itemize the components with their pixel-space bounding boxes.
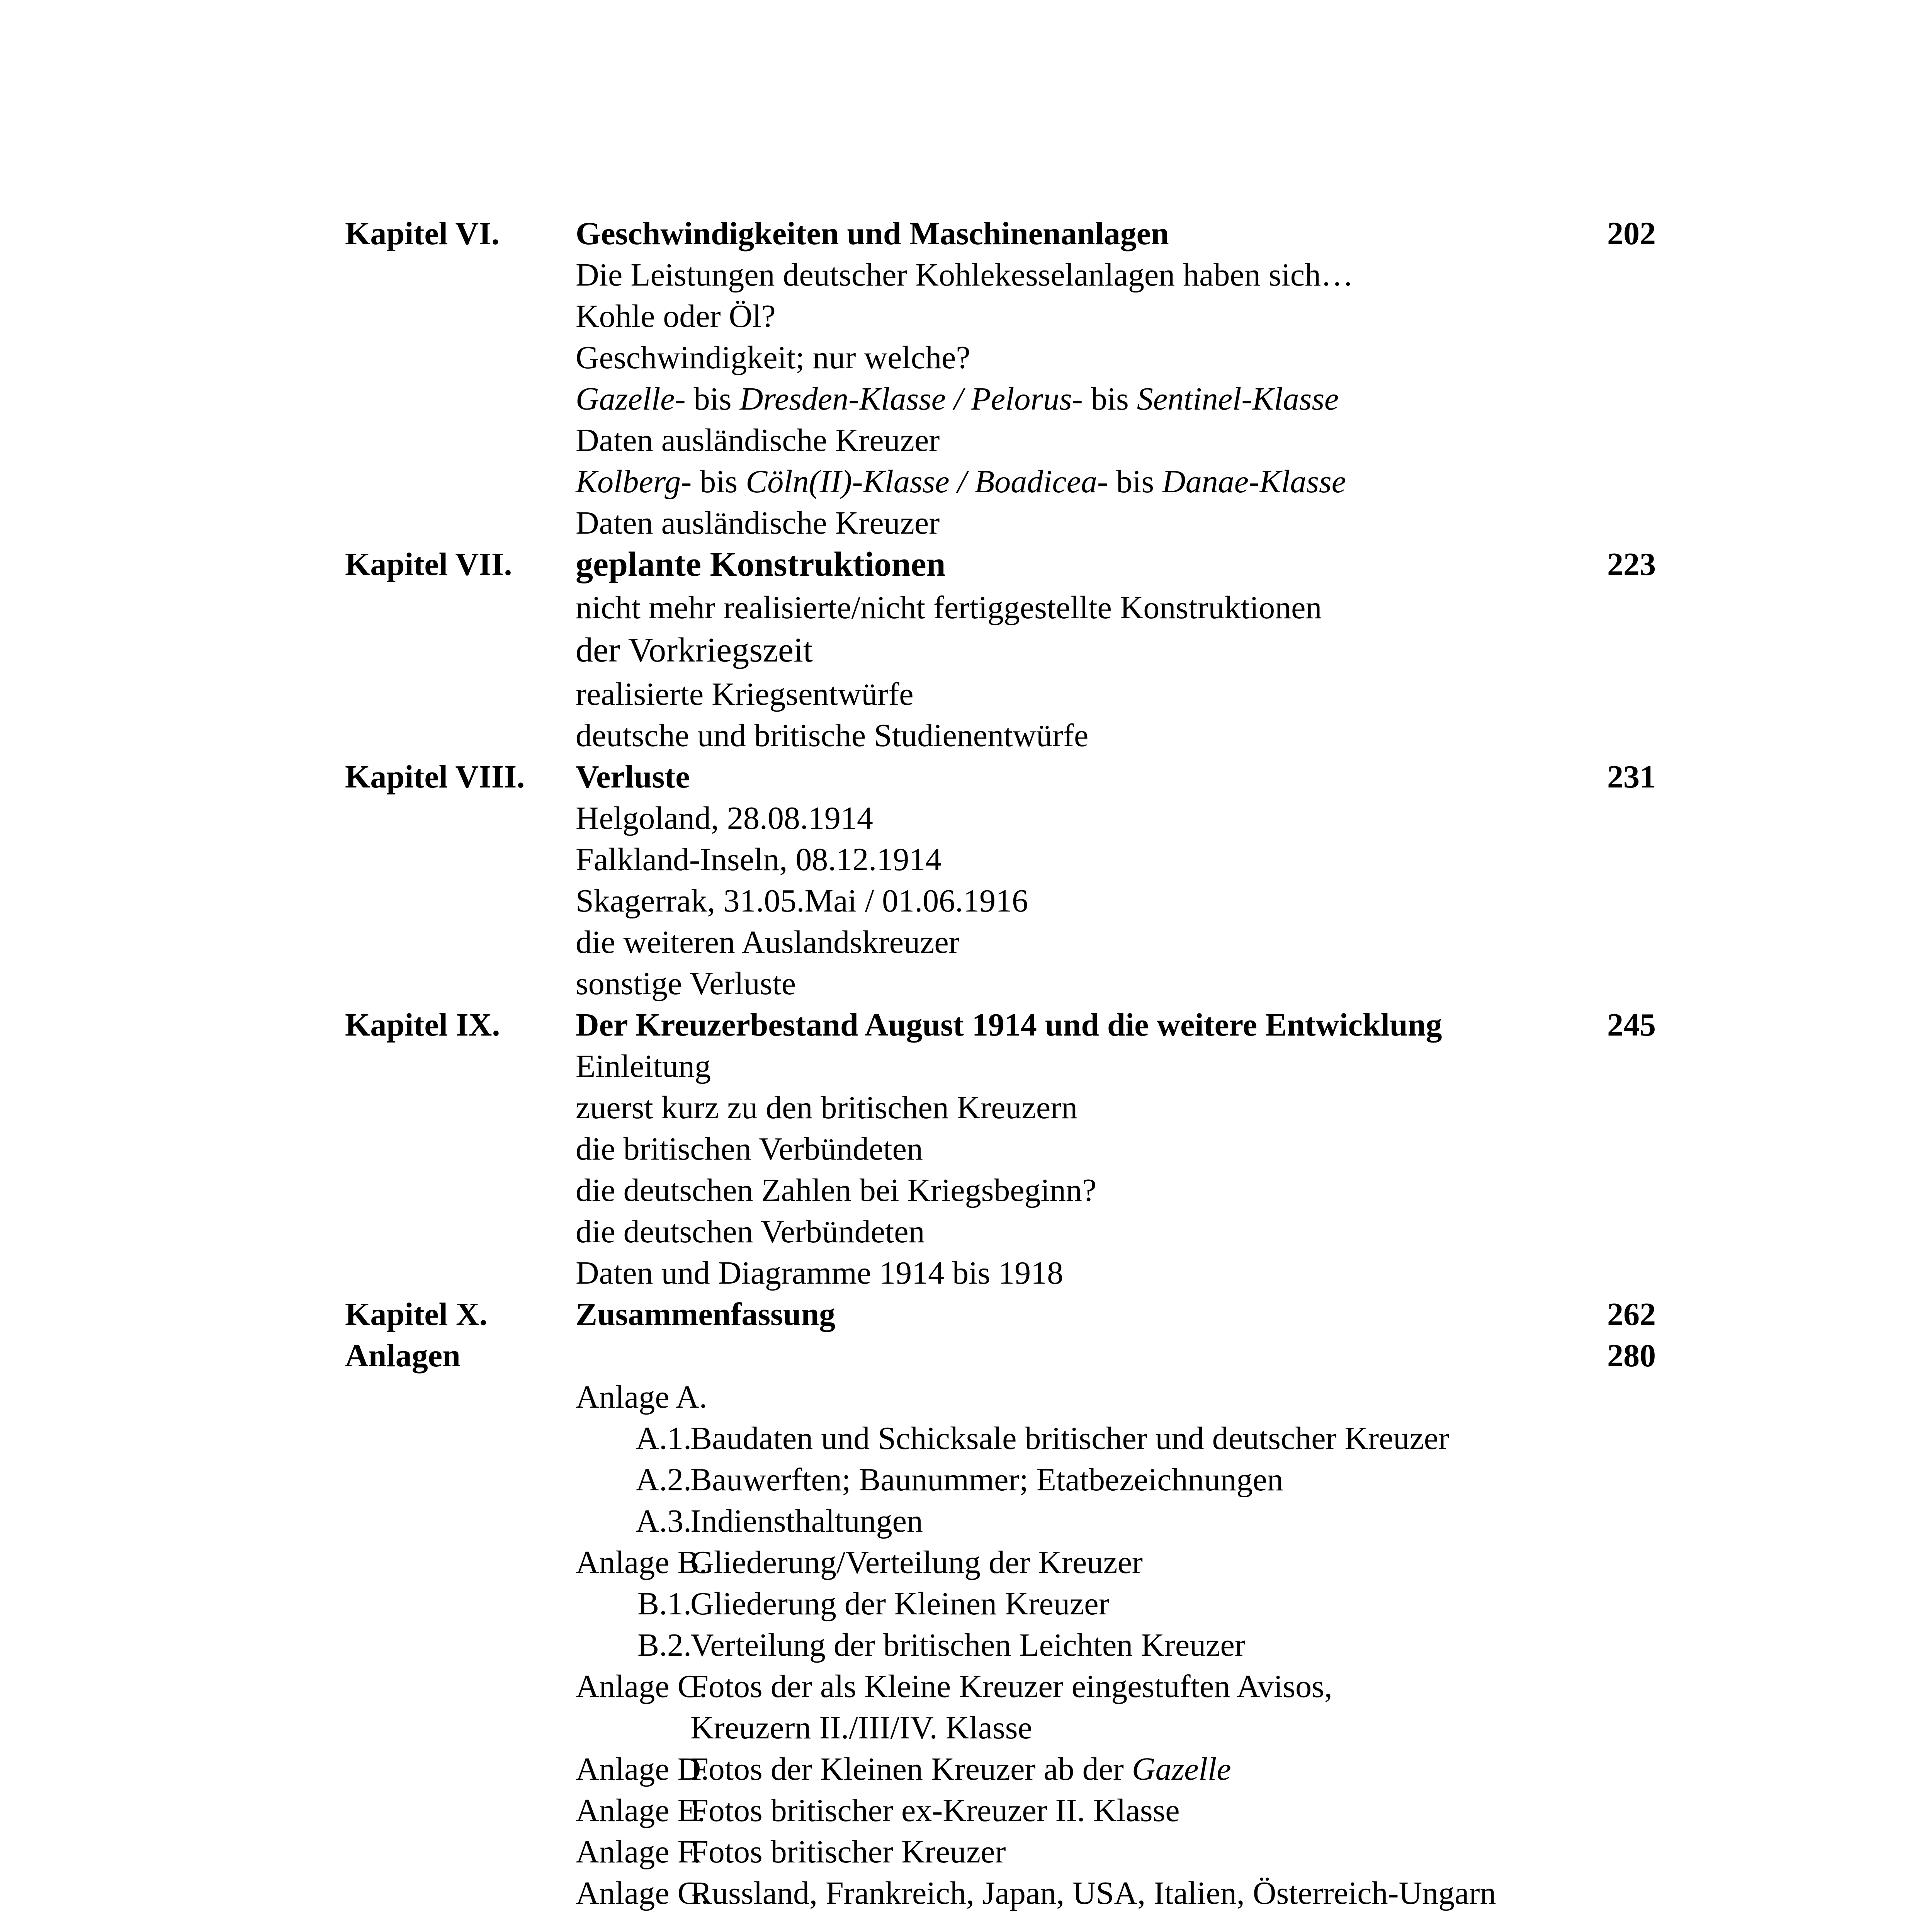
toc-entry: realisierte Kriegsentwürfe (576, 676, 914, 712)
anlage-entry: Fotos der als Kleine Kreuzer eingestuften Avisos, (690, 1668, 1332, 1704)
chapter-10-title: Zusammenfassung (576, 1296, 836, 1332)
toc-entry: zuerst kurz zu den britischen Kreuzern (576, 1090, 1078, 1126)
toc-entry: Daten ausländische Kreuzer (576, 505, 940, 541)
toc-entry-part: Sentinel-Klasse (1137, 381, 1339, 417)
anlage-number: B.2. (637, 1627, 692, 1663)
toc-entry: Einleitung (576, 1048, 711, 1084)
toc-entry: deutsche und britische Studienentwürfe (576, 718, 1089, 753)
toc-entry: die deutschen Verbündeten (576, 1214, 925, 1250)
anlage-a-label: Anlage A. (576, 1379, 707, 1415)
anlage-entry: Baudaten und Schicksale britischer und deutscher Kreuzer (690, 1420, 1449, 1456)
toc-entry-part: - bis (675, 381, 740, 417)
toc-entry-part: Kolberg (576, 464, 681, 500)
toc-entry-part: - bis (1072, 381, 1137, 417)
anlage-number: B.1. (637, 1586, 692, 1622)
toc-entry: Falkland-Inseln, 08.12.1914 (576, 842, 942, 878)
toc-entry: nicht mehr realisierte/nicht fertiggestellte Konstruktionen (576, 590, 1322, 626)
toc-entry: die deutschen Zahlen bei Kriegsbeginn? (576, 1172, 1097, 1208)
chapter-9-label: Kapitel IX. (345, 1007, 500, 1043)
toc-entry: Geschwindigkeit; nur welche? (576, 340, 970, 376)
toc-entry-part: Gazelle (576, 381, 675, 417)
toc-entry: Helgoland, 28.08.1914 (576, 800, 873, 836)
anlagen-label: Anlagen (345, 1338, 461, 1374)
chapter-8-label: Kapitel VIII. (345, 759, 525, 795)
chapter-6-label: Kapitel VI. (345, 216, 500, 252)
toc-entry-part: Cöln(II)-Klasse / Boadicea (746, 464, 1098, 500)
toc-entry: die britischen Verbündeten (576, 1131, 923, 1167)
anlage-entry-part: Gazelle (1132, 1751, 1231, 1787)
chapter-8-page: 231 (1607, 759, 1656, 795)
toc-entry-gazelle-dresden (576, 380, 1339, 418)
chapter-7-label: Kapitel VII. (345, 546, 512, 582)
chapter-10-label: Kapitel X. (345, 1296, 488, 1332)
anlage-entry: Verteilung der britischen Leichten Kreuzer (690, 1627, 1246, 1663)
toc-entry: Daten und Diagramme 1914 bis 1918 (576, 1255, 1064, 1291)
chapter-9-page: 245 (1607, 1007, 1656, 1043)
anlage-number: A.2. (636, 1462, 692, 1498)
toc-entry: der Vorkriegszeit (576, 631, 813, 669)
anlage-entry: Indiensthaltungen (690, 1503, 923, 1539)
toc-entry: sonstige Verluste (576, 966, 796, 1002)
toc-entry-part: Danae-Klasse (1162, 464, 1346, 500)
anlage-g-label: Anlage G. (576, 1875, 709, 1911)
chapter-10-page: 262 (1607, 1296, 1656, 1332)
toc-entry: Skagerrak, 31.05.Mai / 01.06.1916 (576, 883, 1028, 919)
anlage-entry-part: Fotos der Kleinen Kreuzer ab der (690, 1751, 1132, 1787)
toc-entry-part: Dresden-Klasse / Pelorus (739, 381, 1072, 417)
anlage-number: A.3. (636, 1503, 692, 1539)
anlage-d-label: Anlage D. (576, 1751, 709, 1787)
anlage-b-label: Anlage B. (576, 1544, 707, 1580)
anlage-e-label: Anlage E. (576, 1793, 705, 1828)
toc-entry-part: - bis (1097, 464, 1162, 500)
anlage-entry: Fotos britischer Kreuzer (690, 1834, 1006, 1870)
chapter-6-page: 202 (1607, 216, 1656, 252)
toc-entry: Daten ausländische Kreuzer (576, 422, 940, 458)
anlage-entry: Russland, Frankreich, Japan, USA, Italien, Österreich-Ungarn (690, 1875, 1496, 1911)
chapter-6-title: Geschwindigkeiten und Maschinenanlagen (576, 216, 1169, 252)
anlage-entry: Gliederung der Kleinen Kreuzer (690, 1586, 1110, 1622)
toc-entry: Die Leistungen deutscher Kohlekesselanlagen haben sich… (576, 257, 1354, 293)
toc-entry: die weiteren Auslandskreuzer (576, 924, 960, 960)
anlage-c-label: Anlage C. (576, 1668, 707, 1704)
anlage-entry: Kreuzern II./III/IV. Klasse (690, 1710, 1032, 1746)
anlage-f-label: Anlage F. (576, 1834, 701, 1870)
chapter-7-title: geplante Konstruktionen (576, 545, 946, 583)
anlage-entry (690, 1750, 1231, 1789)
anlage-entry: Bauwerften; Baunummer; Etatbezeichnungen (690, 1462, 1283, 1498)
anlage-entry: Gliederung/Verteilung der Kreuzer (690, 1544, 1143, 1580)
anlage-entry: Fotos britischer ex-Kreuzer II. Klasse (690, 1793, 1180, 1828)
anlage-number: A.1. (636, 1420, 692, 1456)
toc-entry-kolberg-coeln (576, 463, 1346, 501)
chapter-8-title: Verluste (576, 759, 690, 795)
toc-entry-part: - bis (681, 464, 746, 500)
chapter-7-page: 223 (1607, 546, 1656, 582)
chapter-9-title: Der Kreuzerbestand August 1914 und die weitere Entwicklung (576, 1007, 1442, 1043)
toc-entry: Kohle oder Öl? (576, 298, 776, 334)
anlagen-page: 280 (1607, 1338, 1656, 1374)
